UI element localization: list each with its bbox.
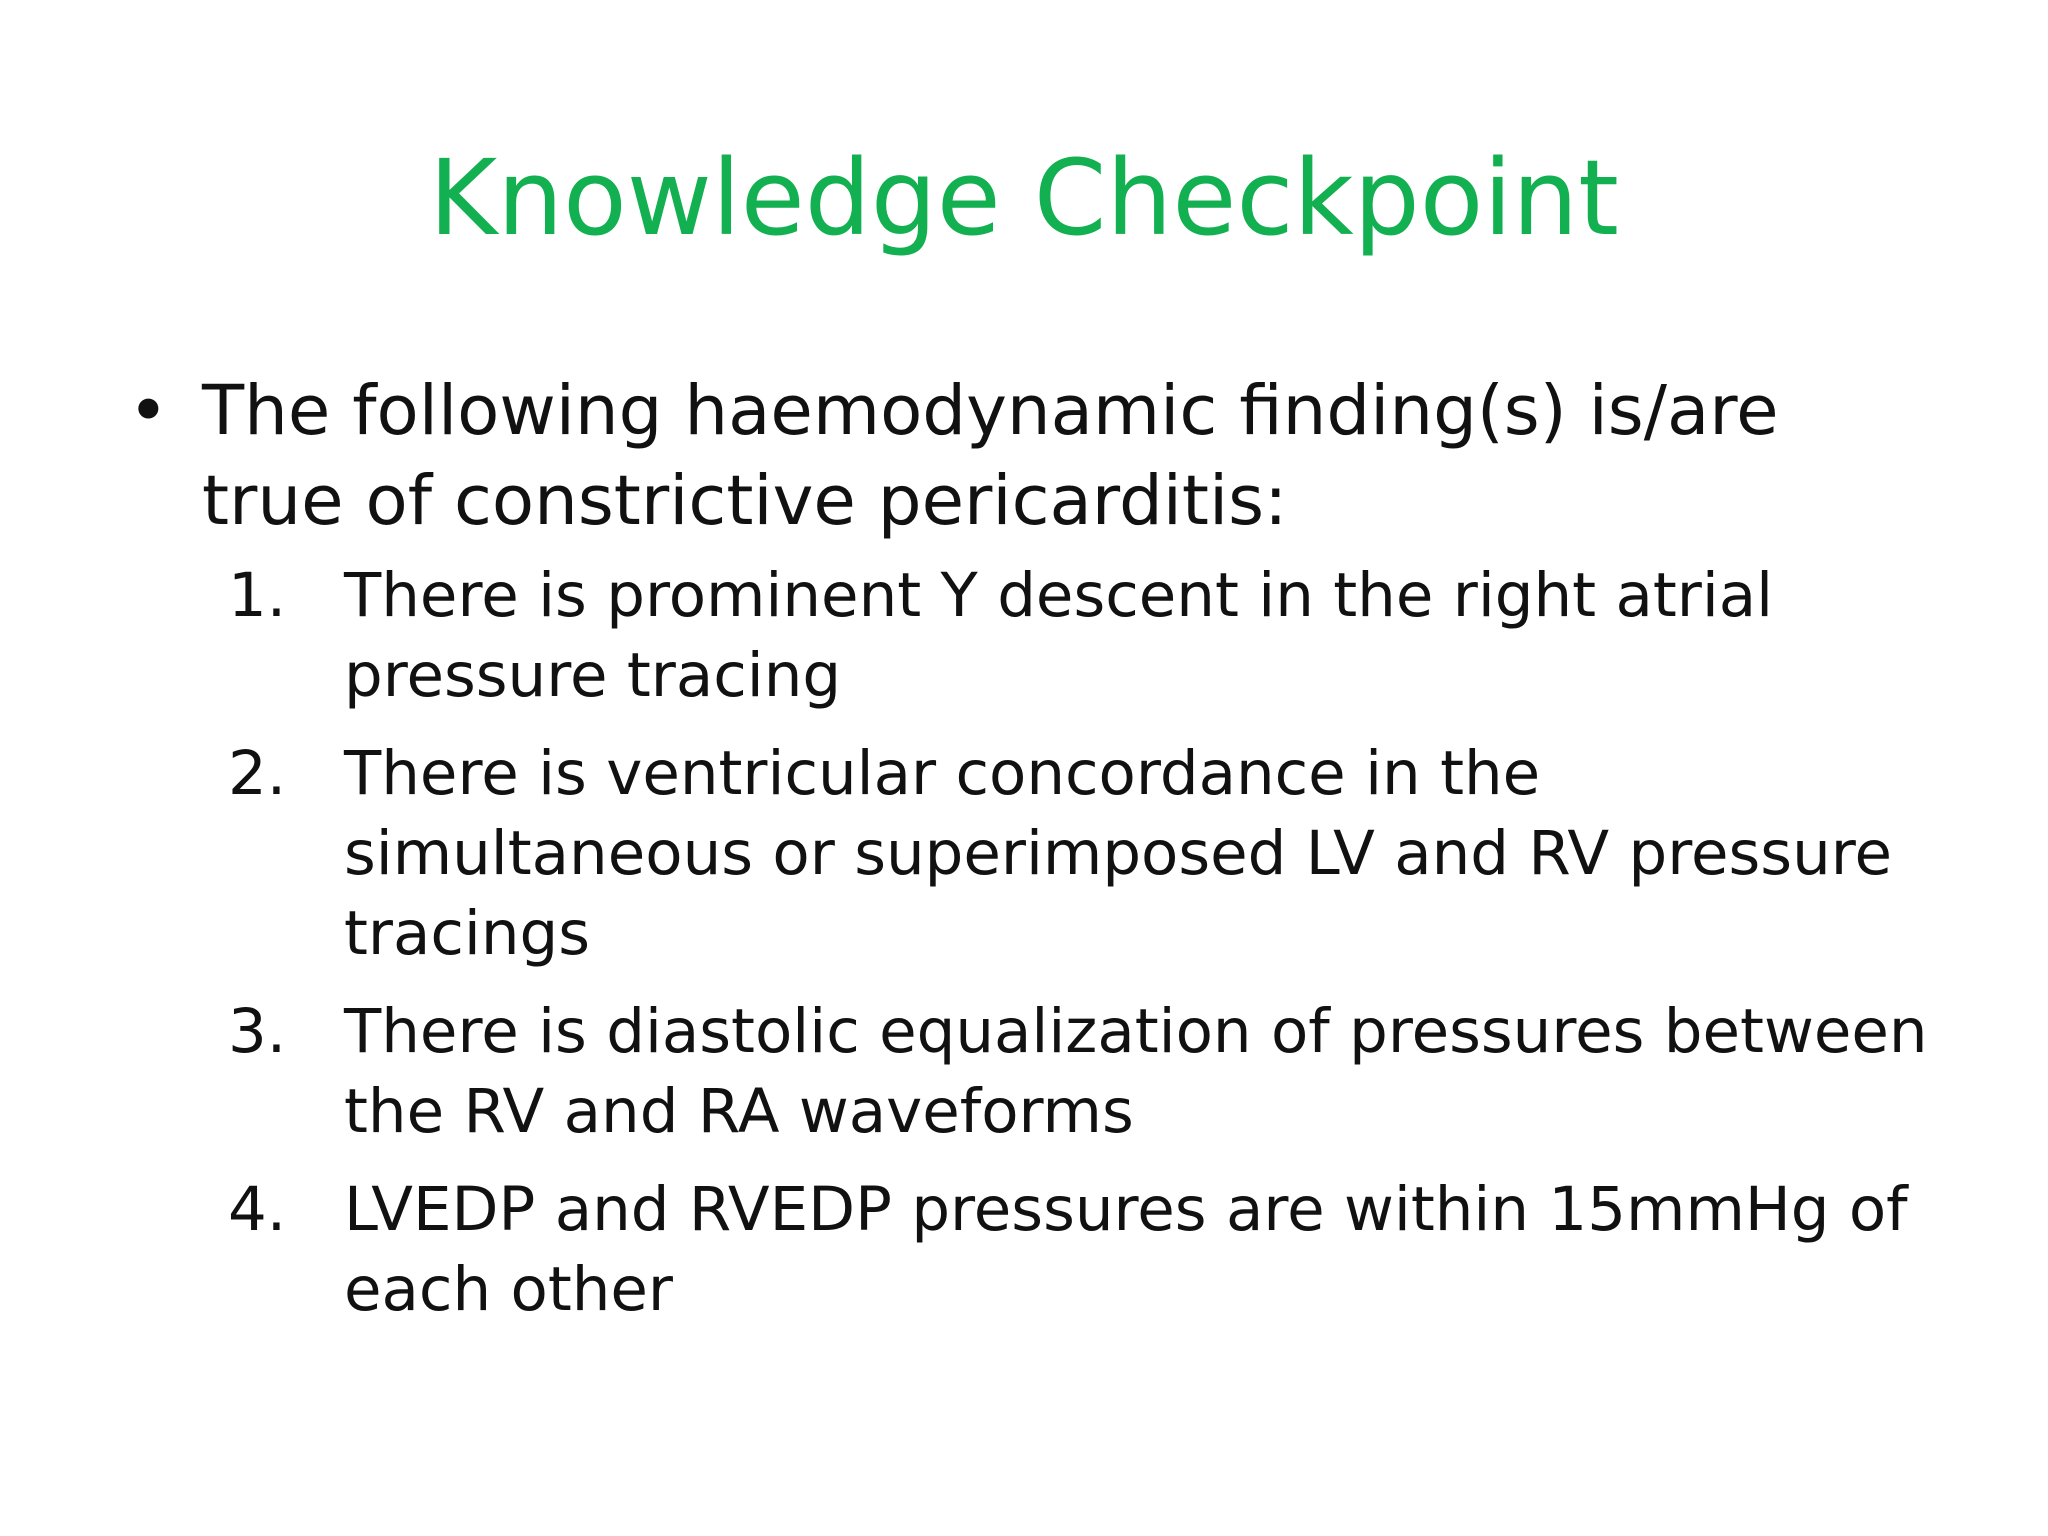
option-4-line-2: each other [344,1254,674,1325]
bullet-icon: • [128,371,169,451]
option-3 [122,992,1962,1152]
question-bullet [122,366,1962,546]
option-3-line-1: There is diastolic equalization of pressures between [344,996,1928,1067]
option-1 [122,556,1962,716]
option-3-line-2: the RV and RA waveforms [344,1076,1134,1147]
option-2-line-3: tracings [344,898,591,969]
option-4-line-1: LVEDP and RVEDP pressures are within 15mmHg of [344,1174,1908,1245]
option-4 [122,1170,1962,1330]
option-2-line-2: simultaneous or superimposed LV and RV pressure [344,818,1892,889]
option-2-number: 2. [228,738,287,809]
option-2-line-1: There is ventricular concordance in the [344,738,1541,809]
option-4-number: 4. [228,1174,287,1245]
option-1-line-2: pressure tracing [344,640,842,711]
slide-title: Knowledge Checkpoint [429,137,1619,259]
question-line-1: The following haemodynamic finding(s) is/are [202,371,1779,451]
slide-content [122,366,1962,1348]
option-2 [122,734,1962,974]
question-line-2: true of constrictive pericarditis: [202,461,1288,541]
option-1-line-1: There is prominent Y descent in the right atrial [344,560,1774,631]
option-1-number: 1. [228,560,287,631]
options-list [122,556,1962,1330]
option-3-number: 3. [228,996,287,1067]
